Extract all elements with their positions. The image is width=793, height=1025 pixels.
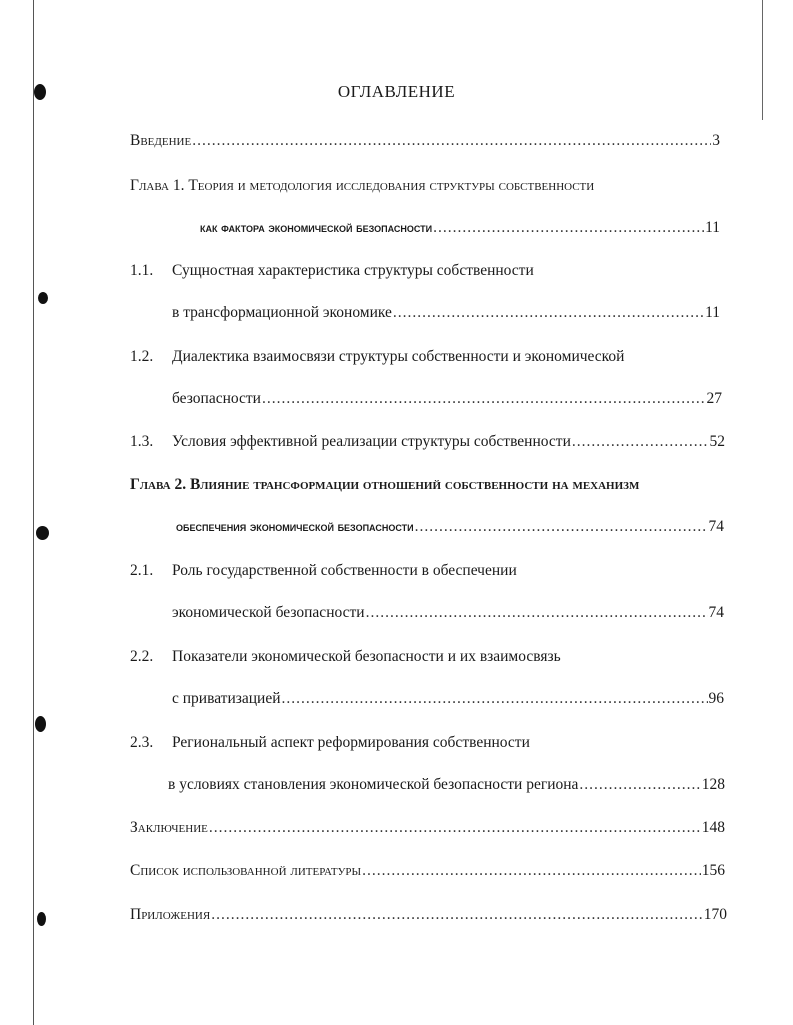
toc-label: Заключение — [130, 819, 208, 836]
page-title: ОГЛАВЛЕНИЕ — [337, 82, 456, 101]
toc-page-number: 27 — [706, 390, 722, 407]
section-number: 1.2. — [130, 348, 154, 365]
leader-dots — [433, 219, 704, 237]
toc-section-1-1-line2 — [172, 304, 720, 322]
toc-section-1-3 — [130, 433, 725, 451]
toc-page-number: 148 — [701, 819, 725, 836]
toc-page-number: 128 — [701, 776, 725, 793]
toc-section-2-2-line2 — [172, 690, 724, 708]
toc-page-number: 96 — [708, 690, 724, 707]
toc-section-2-3-line1: 2.3. Региональный аспект реформирования собственности — [130, 734, 530, 751]
toc-page-number: 11 — [705, 304, 720, 321]
leader-dots — [572, 433, 709, 451]
leader-dots — [282, 690, 708, 708]
toc-section-2-3-line2 — [168, 776, 725, 794]
toc-page-number: 52 — [709, 433, 725, 450]
toc-section-2-2-line1: 2.2. Показатели экономической безопасности и их взаимосвязь — [130, 648, 561, 665]
toc-section-1-2-line2 — [172, 390, 722, 408]
toc-label: Введение — [130, 132, 192, 149]
toc-section-2-1-line1: 2.1. Роль государственной собственности в обеспечении — [130, 562, 517, 579]
toc-entry-appendix — [130, 906, 727, 924]
scan-blot — [36, 526, 49, 540]
toc-label: Приложения — [130, 906, 211, 923]
toc-label: в трансформационной экономике — [172, 304, 392, 321]
scan-blot — [35, 716, 46, 732]
toc-section-1-1-line1: 1.1. Сущностная характеристика структуры собственности — [130, 262, 534, 279]
leader-dots — [262, 390, 706, 408]
toc-chapter-1-line1: Глава 1. Теория и методология исследования структуры собственности — [130, 177, 595, 194]
toc-label: как фактора экономической безопасности — [200, 220, 433, 235]
toc-label: с приватизацией — [172, 690, 281, 707]
toc-chapter-2-line2 — [176, 518, 724, 536]
toc-page-number: 11 — [705, 219, 720, 236]
leader-dots — [192, 132, 711, 150]
toc-label: 1.3. Условия эффективной реализации структуры собственности — [130, 433, 571, 450]
leader-dots — [211, 906, 703, 924]
toc-page-number: 3 — [712, 132, 720, 149]
scan-blot — [38, 292, 48, 304]
section-number: 2.3. — [130, 734, 154, 751]
leader-dots — [209, 819, 701, 837]
toc-page-number: 156 — [701, 862, 725, 879]
toc-label: экономической безопасности — [172, 604, 365, 621]
section-number: 2.2. — [130, 648, 154, 665]
section-number: 1.1. — [130, 262, 154, 279]
toc-label: в условиях становления экономической безопасности региона — [168, 776, 579, 793]
scan-edge-line-right — [762, 0, 763, 120]
leader-dots — [579, 776, 700, 794]
toc-entry-intro — [130, 132, 720, 150]
toc-label: безопасности — [172, 390, 261, 407]
toc-page-number: 170 — [703, 906, 727, 923]
toc-page-number: 74 — [708, 604, 724, 621]
toc-section-2-1-line2 — [172, 604, 724, 622]
toc-section-1-2-line1: 1.2. Диалектика взаимосвязи структуры собственности и экономической — [130, 348, 625, 365]
toc-chapter-1-line2 — [200, 219, 720, 237]
toc-label: Список использованной литературы — [130, 862, 362, 879]
scan-blot — [37, 912, 46, 926]
scan-edge-line-left — [33, 0, 34, 1025]
leader-dots — [362, 862, 701, 880]
toc-entry-references — [130, 862, 725, 880]
leader-dots — [366, 604, 708, 622]
toc-label: обеспечения экономической безопасности — [176, 519, 414, 534]
leader-dots — [393, 304, 704, 322]
leader-dots — [415, 518, 708, 536]
toc-page-number: 74 — [708, 518, 724, 535]
toc-entry-conclusion — [130, 819, 725, 837]
section-number: 1.3. — [130, 433, 154, 450]
toc-chapter-2-line1: Глава 2. Влияние трансформации отношений собственности на механизм — [130, 476, 640, 493]
section-number: 2.1. — [130, 562, 154, 579]
